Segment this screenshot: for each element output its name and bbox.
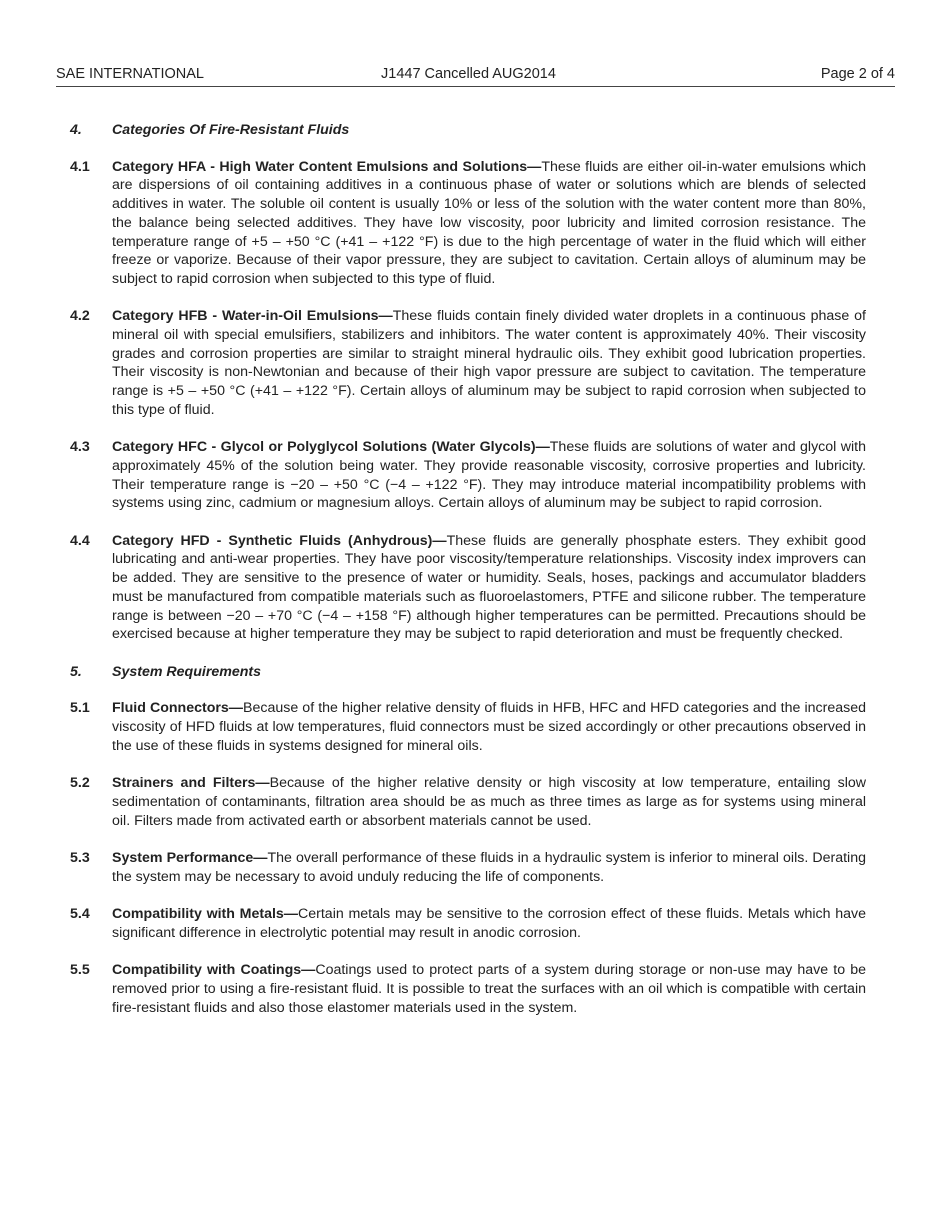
paragraph-number: 4.3 (70, 439, 90, 456)
paragraph-lead: Category HFB - Water-in-Oil Emulsions— (112, 308, 393, 325)
paragraph-lead: Category HFC - Glycol or Polyglycol Solutions (Water Glycols)— (112, 439, 550, 456)
paragraph-body (112, 158, 866, 289)
paragraph-lead: Compatibility with Coatings— (112, 962, 316, 979)
paragraph-lead: Fluid Connectors— (112, 700, 243, 717)
paragraph-lead: Strainers and Filters— (112, 775, 270, 792)
paragraph-number: 5.3 (70, 849, 90, 866)
paragraph-number: 4.4 (70, 532, 90, 549)
paragraph-5-2 (70, 774, 866, 830)
header-organization: SAE INTERNATIONAL (56, 66, 204, 82)
paragraph-body (112, 699, 866, 755)
paragraph-5-4 (70, 905, 866, 942)
paragraph-text: These fluids are generally phosphate esters. They exhibit good lubricating and anti-wear properties. They have poor viscosity/temperature relationships. Viscosity index improvers can be added. They are sensitive to the presence of water or humidity. Seals, hoses, packings and accumulator bladders must be manufactured from compatible materials such as fluoroelastomers, PTFE and silicone rubber. The temperature range is between −20 – +70 °C (−4 – +158 °F) although higher temperatures can be permitted. Precautions should be exercised because at higher temperature they may be subject to rapid deterioration and must be frequently checked. (112, 532, 866, 643)
paragraph-text: The overall performance of these fluids in a hydraulic system is inferior to mineral oils. Derating the system may be necessary to avoid unduly reducing the life of components. (112, 849, 866, 885)
section-5-heading (70, 663, 866, 682)
paragraph-text: These fluids are solutions of water and glycol with approximately 45% of the solution being water. They provide reasonable viscosity, corrosive properties and lubricity. Their temperature range is −20 – +50 °C (−4 – +122 °F). They may introduce material incompatibility problems with systems using zinc, cadmium or magnesium alloys. Certain alloys of aluminum may be subject to rapid corrosion. (112, 439, 866, 512)
section-title: Categories Of Fire-Resistant Fluids (112, 122, 350, 138)
section-number: 5. (70, 663, 82, 680)
paragraph-body (112, 961, 866, 1017)
paragraph-text: Certain metals may be sensitive to the corrosion effect of these fluids. Metals which have significant difference in electrolytic potential may result in anodic corrosion. (112, 906, 867, 941)
paragraph-number: 4.1 (70, 158, 90, 175)
paragraph-number: 5.5 (70, 962, 90, 979)
document-body (70, 121, 866, 1036)
paragraph-5-1 (70, 699, 866, 755)
paragraph-4-2 (70, 307, 866, 419)
paragraph-lead: Category HFA - High Water Content Emulsions and Solutions— (112, 158, 542, 175)
paragraph-body (112, 532, 866, 644)
section-title: System Requirements (112, 663, 262, 680)
paragraph-text: These fluids contain finely divided water droplets in a continuous phase of mineral oil with special emulsifiers, stabilizers and inhibitors. The water content is approximately 40%. Their viscosity grades and corrosion properties are similar to straight mineral hydraulic oils. They exhibit good lubrication properties. Their viscosity is non-Newtonian and because of their high vapor pressure are subject to cavitation. The temperature range is +5 – +50 °C (+41 – +122 °F). Certain alloys of aluminum may be subject to rapid corrosion when subjected to this type of fluid. (112, 308, 866, 418)
page-header (56, 66, 895, 87)
paragraph-text: Coatings used to protect parts of a system during storage or non-use may have to be removed prior to using a fire-resistant fluid. It is possible to treat the surfaces with an oil which is compatible with certain fire-resistant fluids and also those elastomer materials used in the system. (112, 962, 866, 1016)
paragraph-number: 5.4 (70, 906, 90, 923)
paragraph-body (112, 905, 866, 942)
paragraph-5-3 (70, 849, 866, 886)
paragraph-number: 5.1 (70, 700, 90, 717)
header-page-label: Page 2 of 4 (820, 66, 895, 82)
paragraph-5-5 (70, 961, 866, 1017)
section-number: 4. (70, 122, 82, 138)
paragraph-body (112, 438, 866, 513)
paragraph-body (112, 774, 866, 830)
paragraph-lead: Category HFD - Synthetic Fluids (Anhydrous)— (112, 532, 447, 549)
paragraph-number: 5.2 (70, 775, 90, 792)
paragraph-text: Because of the higher relative density of fluids in HFB, HFC and HFD categories and the increased viscosity of HFD fluids at low temperatures, fluid connectors must be sized accordingly or other precautions observed in the use of these fluids in systems designed for mineral oils. (112, 700, 866, 754)
paragraph-4-1 (70, 158, 866, 289)
paragraph-body (112, 849, 866, 886)
section-4-heading (70, 121, 866, 140)
paragraph-text: These fluids are either oil-in-water emulsions which are dispersions of oil containing additives in a continuous phase of water or solutions which are blends of selected additives in water. The soluble oil content is usually 10% or less of the solution with the water content more than 80%, the balance being selected additives. They have low viscosity, poor lubricity and limited corrosion resistance. The temperature range of +5 – +50 °C (+41 – +122 °F) is due to the high percentage of water in the fluid which will either freeze or vaporize. Because of their vapor pressure, they are subject to cavitation. Certain alloys of aluminum may be subject to rapid corrosion when subjected to this type of fluid. (112, 158, 866, 287)
paragraph-lead: System Performance— (112, 849, 268, 866)
paragraph-4-3 (70, 438, 866, 513)
paragraph-4-4 (70, 532, 866, 644)
paragraph-lead: Compatibility with Metals— (112, 906, 298, 923)
paragraph-body (112, 307, 866, 419)
paragraph-number: 4.2 (70, 308, 90, 325)
paragraph-text: Because of the higher relative density or high viscosity at low temperature, entailing slow sedimentation of contaminants, filtration area should be as much as three times as large as for systems using mineral oil. Filters made from activated earth or absorbent materials cannot be used. (112, 775, 866, 829)
header-document-status: J1447 Cancelled AUG2014 (381, 66, 556, 82)
